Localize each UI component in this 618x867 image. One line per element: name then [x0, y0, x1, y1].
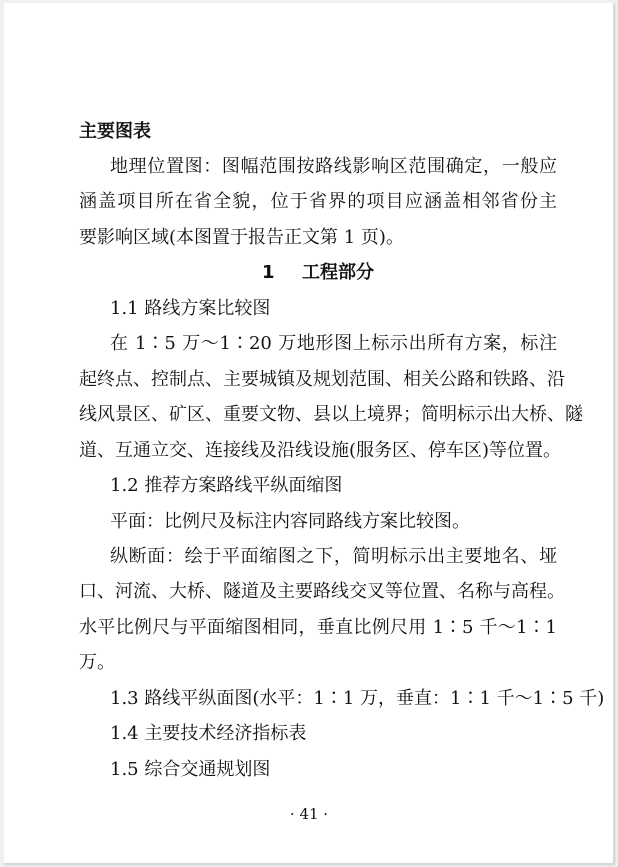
- paragraph-line: 线风景区、矿区、重要文物、县以上境界；简明标示出大桥、隧: [79, 404, 583, 425]
- item-title: 1.1 路线方案比较图: [110, 298, 271, 319]
- paragraph-line: 要影响区域(本图置于报告正文第 1 页)。: [79, 227, 404, 248]
- paragraph-line: 平面：比例尺及标注内容同路线方案比较图。: [110, 511, 470, 532]
- paragraph-line: 道、互通立交、连接线及沿线设施(服务区、停车区)等位置。: [79, 440, 562, 461]
- paragraph-line: 涵盖项目所在省全貌，位于省界的项目应涵盖相邻省份主: [79, 191, 557, 212]
- page-number: · 41 ·: [289, 805, 329, 823]
- paragraph-line: 纵断面：绘于平面缩图之下，简明标示出主要地名、垭: [110, 546, 557, 567]
- paragraph-line: 在 1∶5 万～1∶20 万地形图上标示出所有方案，标注: [110, 333, 557, 354]
- section-heading: 主要图表: [79, 121, 151, 142]
- paragraph-line: 口、河流、大桥、隧道及主要路线交叉等位置、名称与高程。: [79, 581, 565, 602]
- item-title: 1.2 推荐方案路线平纵面缩图: [110, 475, 343, 496]
- chapter-number: 1: [262, 262, 275, 283]
- paragraph-line: 起终点、控制点、主要城镇及规划范围、相关公路和铁路、沿: [79, 369, 565, 390]
- paragraph-line: 万。: [79, 652, 115, 673]
- chapter-heading: [79, 264, 557, 282]
- paragraph-line: 水平比例尺与平面缩图相同，垂直比例尺用 1∶5 千～1∶1: [79, 617, 557, 638]
- item-title: 1.4 主要技术经济指标表: [110, 723, 307, 744]
- chapter-title: 工程部分: [302, 262, 374, 283]
- item-title: 1.3 路线平纵面图(水平：1∶1 万，垂直：1∶1 千～1∶5 千): [110, 688, 605, 709]
- paragraph-line: 地理位置图：图幅范围按路线影响区范围确定，一般应: [110, 156, 557, 177]
- item-title: 1.5 综合交通规划图: [110, 759, 271, 780]
